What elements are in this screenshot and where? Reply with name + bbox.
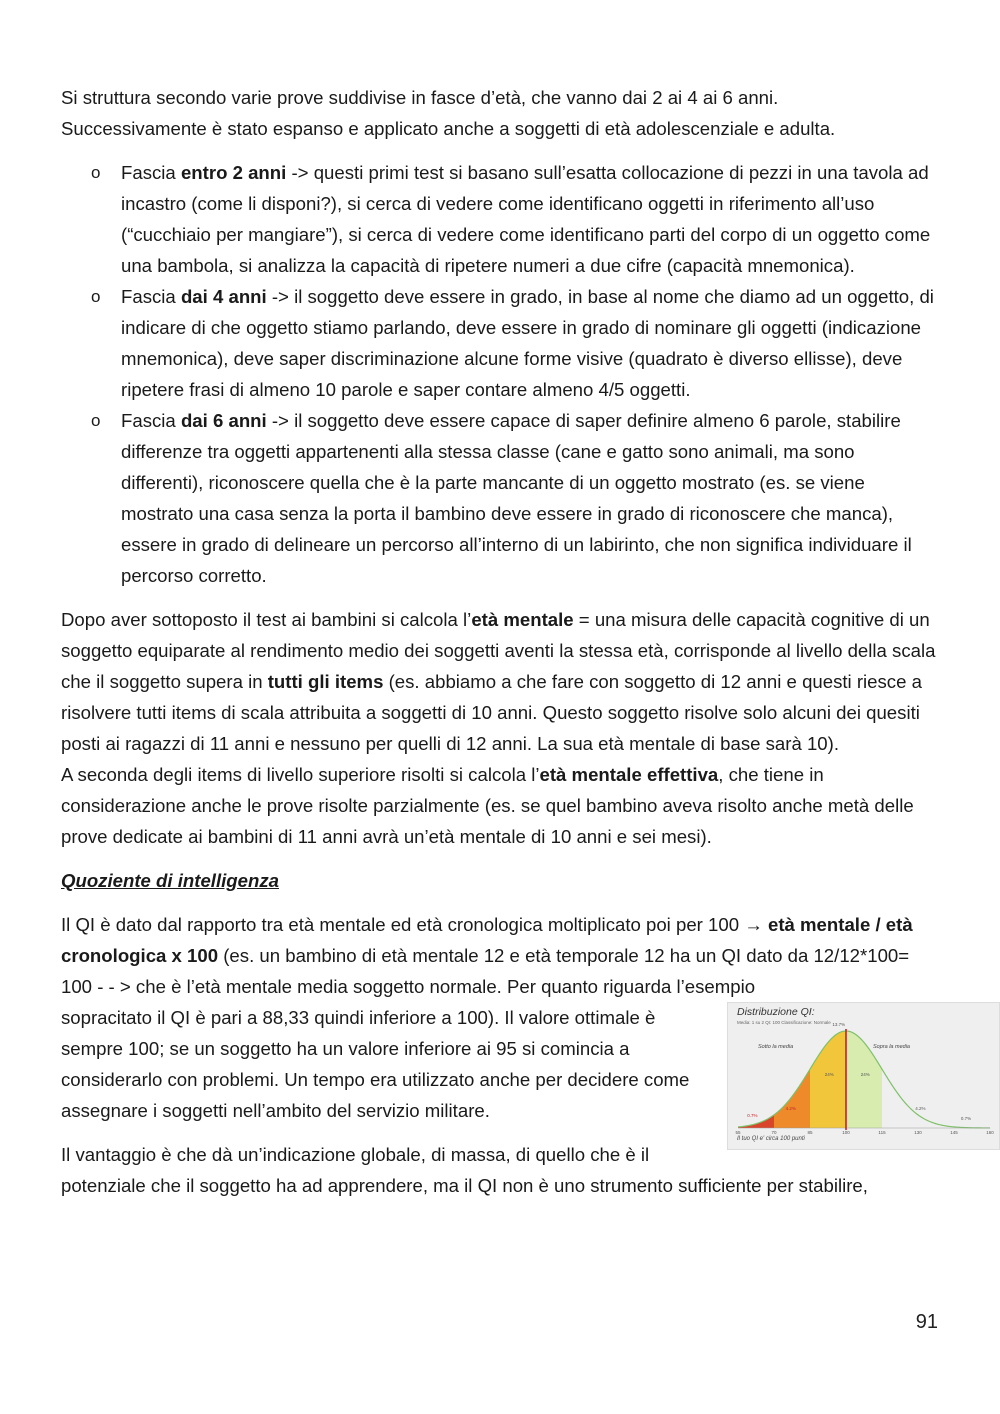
arrow-icon: → [744,914,763,935]
x-tick-label: 100 [842,1130,850,1135]
above-average-label: Sopra la media [873,1044,910,1050]
x-tick-label: 160 [986,1130,994,1135]
age-band-label: entro 2 anni [180,162,287,183]
segment-label: 0.7% [747,1113,758,1118]
bullet-marker-icon: o [91,287,101,306]
x-tick-label: 115 [878,1130,886,1135]
iq-distribution-chart [727,1002,1000,1150]
list-item: o Fascia entro 2 anni -> questi primi test si basano sull’esatta collocazione di pezzi in una tavola ad incastro (come li disponi?), si cerca di vedere come identificano oggetti in riferimento all’uso (“cucchiaio per mangiare”), si cerca di vedere come identificano parti del corpo di un oggetto come una bambola, si analizza la capacità di ripetere numeri a due cifre (capacità mnemonica). [61,157,941,281]
qi-figure-block [61,1002,994,1170]
x-tick-label: 130 [914,1130,922,1135]
age-band-label: dai 6 anni [180,410,267,431]
paragraph-vantaggio-line-2: potenziale che il soggetto ha ad apprendere, ma il QI non è uno strumento sufficiente per stabilire, [61,1175,868,1196]
x-tick-label: 55 [735,1130,741,1135]
iq-distribution-svg [728,1003,1000,1151]
intro-line-2: Successivamente è stato espanso e applicato anche a soggetti di età adolescenziale e adulta. [61,118,836,139]
chart-title: Distribuzione QI: [737,1006,815,1018]
paragraph-qi-continued: sopracitato il QI è pari a 88,33 quindi inferiore a 100). Il valore ottimale è sempre 100; se un soggetto ha un valore inferiore ai 95 si comincia a considerarlo con problemi. Un tempo era utilizzato anche per decidere come assegnare i soggetti nell’ambito del servizio militare. [61,1007,690,1121]
side-percent-label: 24% [860,1072,870,1077]
age-band-label: dai 4 anni [180,286,267,307]
segment-label: 13.7% [832,1022,846,1027]
x-tick-label: 145 [950,1130,958,1135]
list-item: o Fascia dai 4 anni -> il soggetto deve essere in grado, in base al nome che diamo ad un oggetto, di indicare di che oggetto stiamo parlando, deve essere in grado di nominare gli oggetti (indicazione mnemonica), deve saper discriminazione alcune forme visive (quadrato è diverso ellisse), deve ripetere frasi di almeno 10 parole e saper contare almeno 4/5 oggetti. [61,281,941,405]
intro-line-1: Si struttura secondo varie prove suddivise in fasce d’età, che vanno dai 2 ai 4 ai 6 anni. [61,87,779,108]
side-percent-label: 0.7% [960,1116,972,1121]
section-heading-qi: Quoziente di intelligenza [61,870,279,891]
paragraph-qi: Il QI è dato dal rapporto tra età mentale ed età cronologica moltiplicato poi per 100 → età mentale / età cronologica x 100 (es. un bambino di età mentale 12 e età temporale 12 ha un QI dato da 12/12*100= 100 - - > che è l’età mentale media soggetto normale. Per quanto riguarda l’esempio [61,914,913,997]
bullet-marker-icon: o [91,411,101,430]
document-page [61,82,994,1201]
age-band-list [61,157,941,591]
curve-segment-2 [810,1031,846,1128]
side-percent-label: 4.2% [915,1106,926,1111]
page-number: 91 [915,1311,938,1333]
x-tick-label: 85 [807,1130,813,1135]
paragraph-vantaggio-line-1: Il vantaggio è che dà un’indicazione globale, di massa, di quello che è il [61,1144,650,1165]
list-item: o Fascia dai 6 anni -> il soggetto deve essere capace di saper definire almeno 6 parole, stabilire differenze tra oggetti appartenenti alla stessa classe (cane e gatto sono animali, ma sono differenti), riconoscere quella che è la parte mancante di un oggetto mostrato (es. se viene mostrato una casa senza la porta il bambino deve essere in grado di riconoscere che manca), essere in grado di delineare un percorso all’interno di un labirinto, che non significa individuare il percorso corretto. [61,405,941,591]
paragraph-mental-age: Dopo aver sottoposto il test ai bambini si calcola l’età mentale = una misura delle capacità cognitive di un soggetto equiparate al rendimento medio dei soggetti aventi la stessa età, corrisponde al livello della scala che il soggetto supera in tutti gli items (es. abbiamo a che fare con soggetto di 12 anni e questi riesce a risolvere tutti items di scala attribuita a soggetti di 10 anni. Questo soggetto risolve solo alcuni dei quesiti posti ai ragazzi di 11 anni e nessuno per quelli di 12 anni. La sua età mentale di base sarà 10). [61,609,936,754]
bullet-marker-icon: o [91,163,101,182]
x-tick-label: 70 [771,1130,777,1135]
side-percent-label: 24% [824,1072,834,1077]
chart-footer: Il tuo QI e' circa 100 punti [737,1136,805,1142]
chart-meta: Media: 1 su 2 QI: 100 Classificazione: Normale [737,1020,831,1025]
below-average-label: Sotto la media [758,1044,794,1050]
segment-label: 4.2% [785,1106,796,1111]
paragraph-effective-age: A seconda degli items di livello superiore risolti si calcola l’età mentale effettiva, che tiene in considerazione anche le prove risolte parzialmente (es. se quel bambino aveva risolto anche metà delle prove dedicate ai bambini di 11 anni avrà un’età mentale di 10 anni e sei mesi). [61,764,914,847]
